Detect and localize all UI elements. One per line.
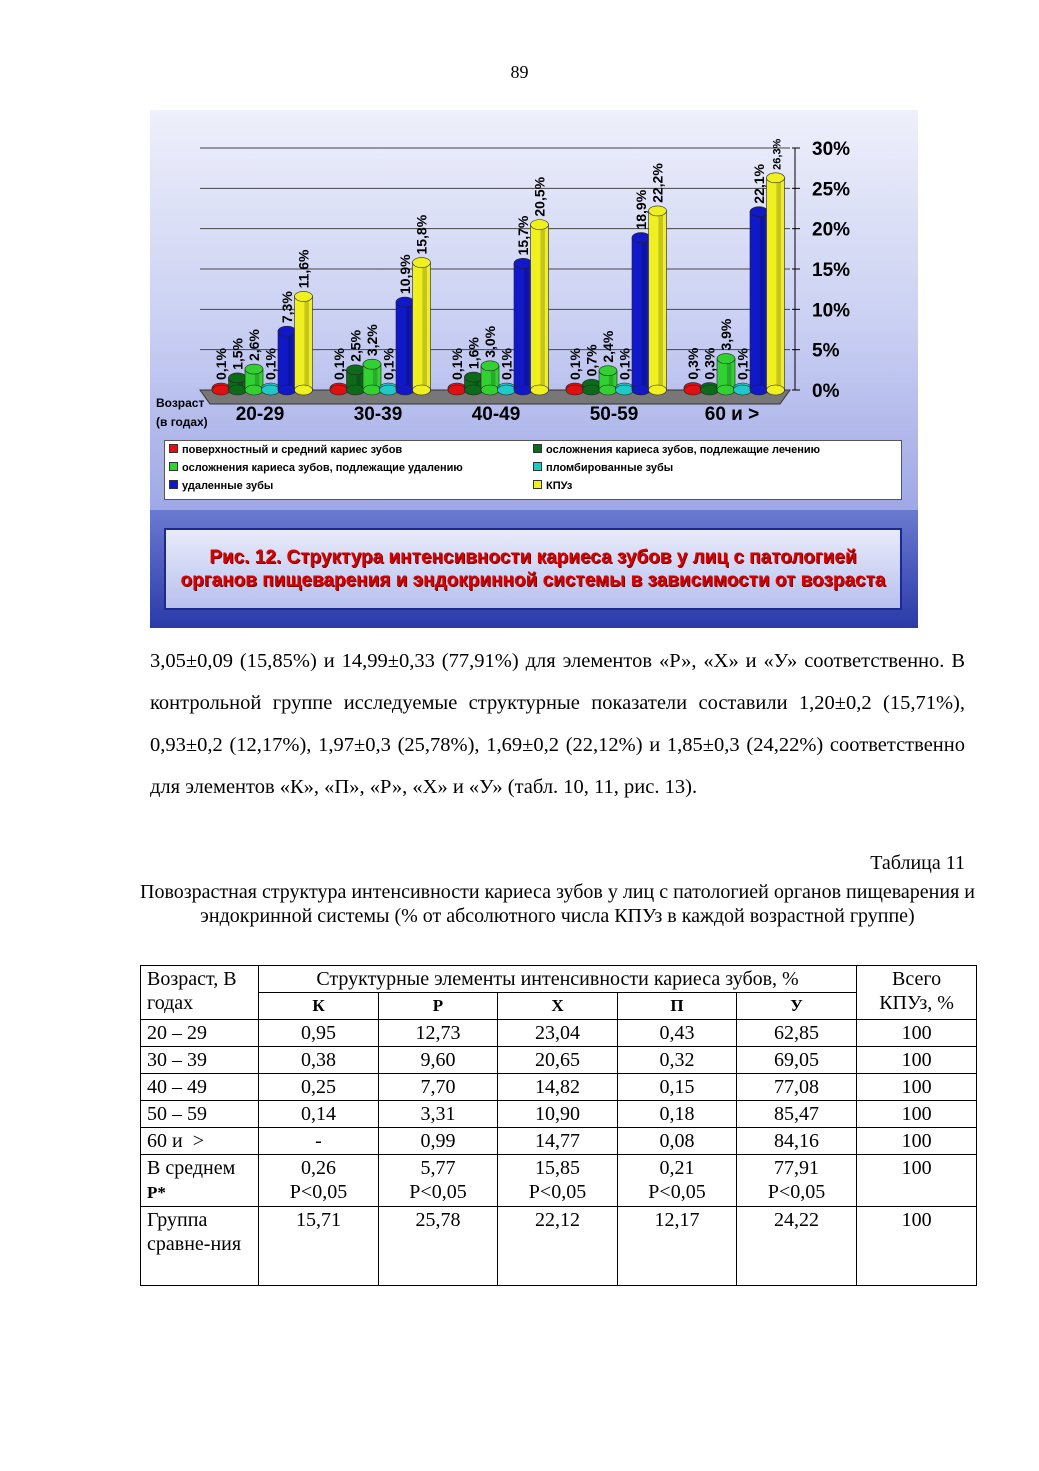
- bar: [583, 379, 601, 395]
- row-age: 50 – 59: [141, 1101, 259, 1128]
- mean-label: В среднем: [147, 1157, 236, 1179]
- header-elements: Структурные элементы интенсивности кариеса зубов, %: [259, 966, 857, 993]
- x-axis-label: Возраст: [156, 396, 205, 410]
- legend-item: [533, 461, 673, 475]
- bar: [262, 383, 280, 395]
- bar: [599, 366, 617, 395]
- cell-compare-p: 12,17: [618, 1207, 737, 1286]
- row-mean-label: [141, 1155, 259, 1207]
- cell-total: 100: [857, 1074, 977, 1101]
- cell-mean-p: 0,21 Р<0,05: [618, 1155, 737, 1207]
- y-tick-label: 5%: [812, 340, 840, 362]
- legend-label: удаленные зубы: [182, 480, 274, 492]
- cell-kh: 14,82: [498, 1074, 618, 1101]
- bar: [278, 326, 296, 395]
- table-row: [141, 1074, 977, 1101]
- cell-k: -: [259, 1128, 379, 1155]
- data-label: 20,5%: [531, 176, 548, 217]
- data-label: 0,3%: [701, 347, 718, 380]
- data-label: 2,6%: [246, 329, 262, 362]
- chart-legend: [164, 440, 902, 500]
- cell-mean-u: 77,91 Р<0,05: [737, 1155, 857, 1207]
- x-axis-label-units: (в годах): [156, 415, 208, 429]
- cell-kh: 14,77: [498, 1128, 618, 1155]
- data-label: 3,2%: [364, 324, 380, 357]
- cell-r: 9,60: [379, 1047, 498, 1074]
- bar: [717, 354, 735, 395]
- x-tick-label: 20-29: [235, 404, 285, 425]
- row-compare-label: Группа сравне-ния: [141, 1207, 259, 1286]
- chart-panel: [150, 110, 918, 510]
- cell-p: 0,08: [618, 1128, 737, 1155]
- data-label: 0,1%: [331, 348, 347, 380]
- cell-total: 100: [857, 1128, 977, 1155]
- bar: [566, 383, 584, 395]
- bar: [734, 383, 752, 395]
- caption-box: [164, 528, 902, 610]
- header-total: Всего КПУз, %: [857, 966, 977, 1020]
- data-label: 10,9%: [397, 254, 413, 295]
- table-row: [141, 1128, 977, 1155]
- cell-k: 0,95: [259, 1020, 379, 1047]
- cell-k: 0,25: [259, 1074, 379, 1101]
- cell-total: 100: [857, 1047, 977, 1074]
- bar: [632, 233, 650, 395]
- data-label: 2,4%: [600, 330, 616, 363]
- table-row-compare: [141, 1207, 977, 1286]
- legend-label: осложнения кариеса зубов, подлежащие лечению: [546, 444, 821, 456]
- legend-item: [533, 443, 820, 457]
- bar: [701, 383, 719, 395]
- legend-item: [169, 479, 273, 493]
- legend-swatch: [169, 462, 178, 471]
- y-tick-label: 20%: [812, 219, 851, 241]
- bar: [347, 365, 365, 395]
- data-label: 3,0%: [482, 325, 498, 358]
- bar: [363, 359, 381, 395]
- data-label: 18,9%: [633, 189, 649, 230]
- data-label: 0,1%: [567, 348, 583, 380]
- cell-r: 0,99: [379, 1128, 498, 1155]
- cell-total: 100: [857, 1101, 977, 1128]
- cell-p: 0,15: [618, 1074, 737, 1101]
- data-label: 0,1%: [449, 348, 465, 380]
- data-label: 22,2%: [649, 163, 666, 203]
- x-tick-label: 40-49: [471, 404, 521, 425]
- subheader-u: У: [737, 993, 857, 1020]
- legend-item: [169, 461, 463, 475]
- y-tick-label: 0%: [812, 381, 840, 402]
- page-number: 89: [510, 62, 529, 82]
- bar: [767, 173, 785, 395]
- bar: [295, 291, 313, 395]
- bar: [649, 206, 667, 395]
- bar: [245, 364, 263, 395]
- data-label: 0,1%: [262, 348, 279, 380]
- legend-item: [533, 479, 572, 493]
- bar: [498, 383, 516, 395]
- legend-swatch: [533, 480, 542, 489]
- data-label: 15,7%: [515, 215, 531, 256]
- cell-k: 0,14: [259, 1101, 379, 1128]
- legend-swatch: [533, 462, 542, 471]
- bar: [396, 297, 414, 395]
- data-label: 11,6%: [295, 249, 312, 289]
- row-age: 20 – 29: [141, 1020, 259, 1047]
- bar: [229, 373, 247, 395]
- bar: [448, 383, 466, 395]
- bar-chart: [150, 110, 918, 440]
- row-age: 30 – 39: [141, 1047, 259, 1074]
- legend-label: поверхностный и средний кариес зубов: [182, 444, 403, 456]
- data-table: [140, 965, 977, 1286]
- y-tick-label: 10%: [812, 300, 851, 322]
- table-row: [141, 1101, 977, 1128]
- subheader-p: П: [618, 993, 737, 1020]
- table-title: Повозрастная структура интенсивности кариеса зубов у лиц с патологией органов пищеварения и эндокринной системы (% от абсолютного числа КПУз в каждой возрастной группе): [140, 881, 975, 927]
- table-label: Таблица 11: [870, 852, 965, 874]
- cell-total: 100: [857, 1020, 977, 1047]
- subheader-k: К: [259, 993, 379, 1020]
- bar: [380, 383, 398, 395]
- legend-label: осложнения кариеса зубов, подлежащие удалению: [182, 462, 463, 474]
- legend-swatch: [533, 444, 542, 453]
- legend-label: КПУз: [546, 480, 573, 492]
- caption-frame: [150, 510, 918, 628]
- data-label: 3,9%: [718, 318, 734, 351]
- bar: [514, 258, 532, 395]
- cell-mean-kh: 15,85 Р<0,05: [498, 1155, 618, 1207]
- x-tick-label: 30-39: [353, 404, 403, 425]
- table-row: [141, 1020, 977, 1047]
- y-tick-label: 30%: [812, 139, 851, 160]
- cell-compare-r: 25,78: [379, 1207, 498, 1286]
- cell-r: 3,31: [379, 1101, 498, 1128]
- data-label: 15,8%: [413, 214, 430, 255]
- cell-p: 0,32: [618, 1047, 737, 1074]
- cell-kh: 20,65: [498, 1047, 618, 1074]
- cell-u: 62,85: [737, 1020, 857, 1047]
- data-label: 0,1%: [498, 348, 515, 380]
- data-label: 22,1%: [751, 164, 767, 204]
- cell-compare-kh: 22,12: [498, 1207, 618, 1286]
- cell-kh: 10,90: [498, 1101, 618, 1128]
- cell-u: 85,47: [737, 1101, 857, 1128]
- figure-caption: Рис. 12. Структура интенсивности кариеса зубов у лиц с патологией органов пищеварения и эндокринной системы в зависимости от возраста: [180, 547, 886, 591]
- data-label: 2,5%: [347, 329, 364, 362]
- data-label: 1,5%: [229, 337, 246, 370]
- bar: [684, 383, 702, 395]
- data-label: 0,1%: [616, 348, 633, 380]
- cell-p: 0,43: [618, 1020, 737, 1047]
- cell-k: 0,38: [259, 1047, 379, 1074]
- cell-mean-k: 0,26 Р<0,05: [259, 1155, 379, 1207]
- cell-compare-total: 100: [857, 1207, 977, 1286]
- data-label: 7,3%: [279, 291, 295, 324]
- x-tick-label: 50-59: [589, 404, 639, 425]
- data-label: 1,6%: [465, 337, 482, 370]
- row-age: 40 – 49: [141, 1074, 259, 1101]
- y-tick-label: 15%: [812, 260, 851, 281]
- bar: [413, 258, 431, 395]
- figure-12: [150, 110, 918, 628]
- bar: [465, 372, 483, 395]
- body-paragraph: 3,05±0,09 (15,85%) и 14,99±0,33 (77,91%) для элементов «Р», «Х» и «У» соответственно. В контрольной группе исследуемые структурные показатели составили 1,20±0,2 (15,71%), 0,93±0,2 (12,17%), 1,97±0,3 (25,78%), 1,69±0,2 (22,12%) и 1,85±0,3 (24,22%) соответственно для элементов «К», «П», «Р», «Х» и «У» (табл. 10, 11, рис. 13).: [150, 650, 965, 798]
- x-tick-label: 60 и >: [704, 404, 760, 425]
- legend-label: пломбированные зубы: [546, 462, 674, 474]
- bar: [481, 361, 499, 395]
- cell-p: 0,18: [618, 1101, 737, 1128]
- data-label: 0,1%: [380, 348, 397, 380]
- bar: [750, 207, 768, 395]
- cell-u: 77,08: [737, 1074, 857, 1101]
- legend-swatch: [169, 444, 178, 453]
- cell-mean-r: 5,77 Р<0,05: [379, 1155, 498, 1207]
- row-age: 60 и >: [141, 1128, 259, 1155]
- cell-r: 12,73: [379, 1020, 498, 1047]
- legend-swatch: [169, 480, 178, 489]
- subheader-kh: Х: [498, 993, 618, 1020]
- bar: [616, 383, 634, 395]
- data-label: 0,1%: [734, 348, 751, 380]
- bar: [212, 383, 230, 395]
- header-age: Возраст, В годах: [141, 966, 259, 1020]
- y-tick-label: 25%: [812, 179, 851, 201]
- cell-compare-k: 15,71: [259, 1207, 379, 1286]
- subheader-r: Р: [379, 993, 498, 1020]
- cell-r: 7,70: [379, 1074, 498, 1101]
- legend-item: [169, 443, 402, 457]
- data-label: 0,7%: [583, 344, 600, 377]
- cell-mean-total: 100: [857, 1155, 977, 1207]
- cell-u: 69,05: [737, 1047, 857, 1074]
- bar: [330, 383, 348, 395]
- table-row: [141, 1047, 977, 1074]
- bar: [531, 220, 549, 395]
- cell-kh: 23,04: [498, 1020, 618, 1047]
- data-label: 26,3%: [771, 138, 784, 170]
- table-row-mean: [141, 1155, 977, 1207]
- cell-compare-u: 24,22: [737, 1207, 857, 1286]
- data-label: 0,1%: [213, 348, 229, 380]
- mean-label-p: Р*: [147, 1183, 166, 1202]
- cell-u: 84,16: [737, 1128, 857, 1155]
- data-label: 0,3%: [685, 347, 701, 380]
